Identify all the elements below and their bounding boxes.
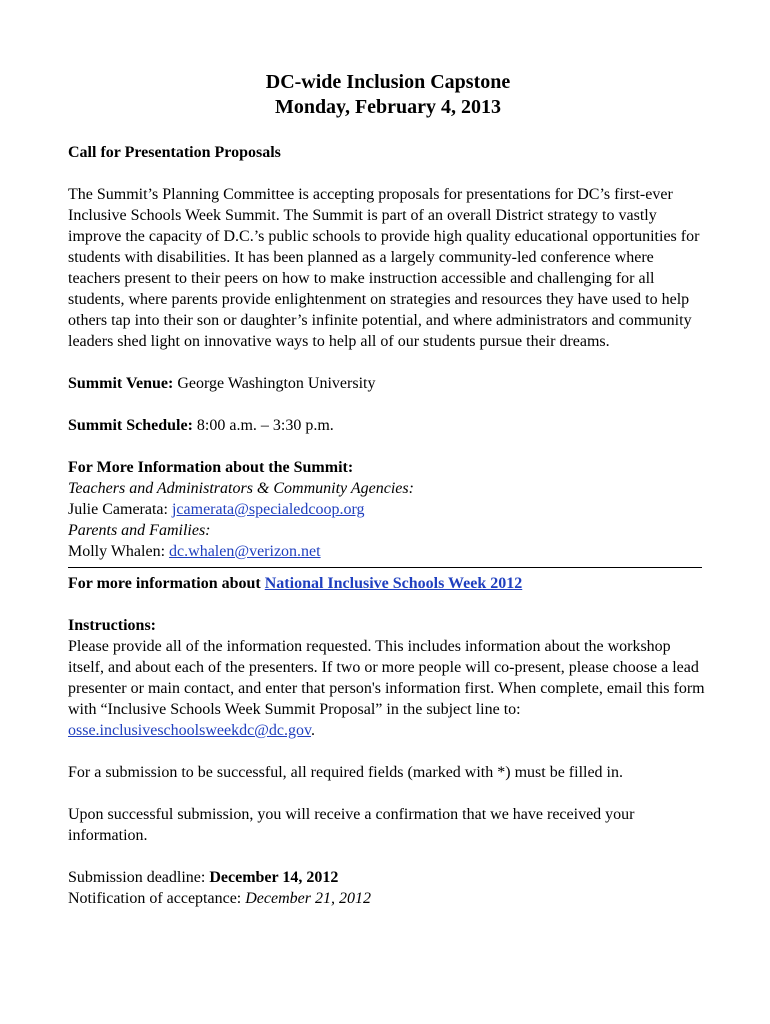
contact-2-email-link[interactable]: dc.whalen@verizon.net xyxy=(169,543,321,560)
nisw-link[interactable]: National Inclusive Schools Week 2012 xyxy=(264,575,523,592)
notification-value: December 21, 2012 xyxy=(245,890,371,907)
document-title xyxy=(68,70,708,120)
call-heading: Call for Presentation Proposals xyxy=(68,144,281,161)
deadline-line xyxy=(68,867,708,888)
instructions-body xyxy=(68,636,708,741)
required-note: For a submission to be successful, all required fields (marked with *) must be filled in. xyxy=(68,764,623,781)
document-page xyxy=(68,70,708,909)
title-line-2: Monday, February 4, 2013 xyxy=(274,96,502,118)
submission-email-link[interactable]: osse.inclusiveschoolsweekdc@dc.gov xyxy=(68,722,311,739)
instructions-text: Please provide all of the information requested. This includes information about the workshop itself, and about each of the presenters. If two or more people will co-present, please choose a lead presenter or main contact, and enter that person's information first. When complete, email this form with “Inclusive Schools Week Summit Proposal” in the subject line to: xyxy=(68,638,705,718)
nisw-prefix: For more information about xyxy=(68,575,265,592)
title-line-1: DC-wide Inclusion Capstone xyxy=(265,71,511,93)
notification-label: Notification of acceptance: xyxy=(68,890,246,907)
schedule-label: Summit Schedule: xyxy=(68,417,193,434)
schedule-line xyxy=(68,415,708,436)
intro-paragraph: The Summit’s Planning Committee is accepting proposals for presentations for DC’s first-ever Inclusive Schools Week Summit. The Summit is part of an overall District strategy to vastly improve the capacity of D.C.’s public schools to provide high quality educational opportunities for students with disabilities. It has been planned as a largely community-led conference where teachers present to their peers on how to make instruction accessible and challenging for all students, where parents provide enlightenment on strategies and resources they have used to help others tap into their son or daughter’s infinite potential, and where administrators and community leaders shed light on innovative ways to help all of our students pursue their dreams. xyxy=(68,186,700,350)
deadline-value: December 14, 2012 xyxy=(209,869,339,886)
horizontal-divider xyxy=(68,567,702,568)
confirmation-note: Upon successful submission, you will receive a confirmation that we have received your information. xyxy=(68,806,635,844)
nisw-line xyxy=(68,573,708,594)
venue-label: Summit Venue: xyxy=(68,375,174,392)
more-info-heading: For More Information about the Summit: xyxy=(68,459,354,476)
venue-value: George Washington University xyxy=(173,375,376,392)
contact-1-name: Julie Camerata: xyxy=(68,501,172,518)
contact-2 xyxy=(68,541,708,562)
notification-line xyxy=(68,888,708,909)
instructions-end: . xyxy=(310,722,315,739)
contact-group-2: Parents and Families: xyxy=(68,522,211,539)
deadline-label: Submission deadline: xyxy=(68,869,210,886)
schedule-value: 8:00 a.m. – 3:30 p.m. xyxy=(192,417,334,434)
contact-2-name: Molly Whalen: xyxy=(68,543,170,560)
contact-1 xyxy=(68,499,708,520)
contact-group-1: Teachers and Administrators & Community Agencies: xyxy=(68,480,414,497)
contact-1-email-link[interactable]: jcamerata@specialedcoop.org xyxy=(171,501,365,518)
venue-line xyxy=(68,373,708,394)
instructions-heading: Instructions: xyxy=(68,617,157,634)
